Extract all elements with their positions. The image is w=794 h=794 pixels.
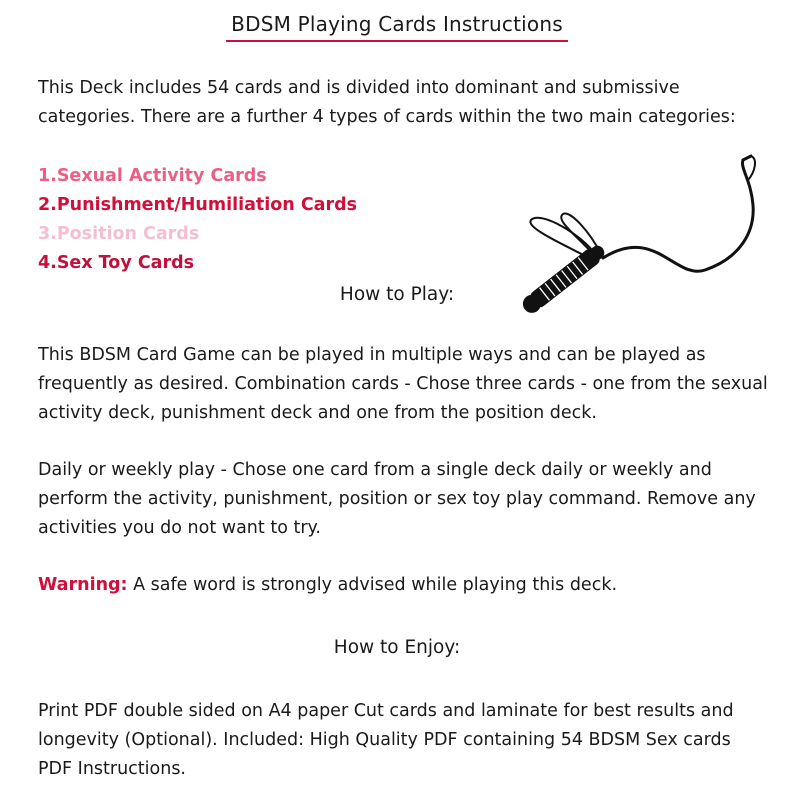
category-sex-toy: 4.Sex Toy Cards [38,253,195,273]
how-to-enjoy-heading: How to Enjoy: [333,637,461,658]
warning-label: Warning: [38,575,128,595]
how-to-enjoy-paragraph: Print PDF double sided on A4 paper Cut cards and laminate for best results and longevity (Optional). Included: High Quality PDF containing 54 BDSM Sex cards PDF Instructions. [38,701,734,779]
intro-paragraph: This Deck includes 54 cards and is divided into dominant and submissive categories. There are a further 4 types of cards within the two main categories: [38,78,736,127]
category-sexual-activity: 1.Sexual Activity Cards [38,166,267,186]
category-punishment: 2.Punishment/Humiliation Cards [38,195,358,215]
warning-line [38,571,768,600]
page-title: BDSM Playing Cards Instructions [231,12,563,36]
warning-text: A safe word is strongly advised while playing this deck. [127,575,618,595]
how-to-play-paragraph-2: Daily or weekly play - Chose one card from a single deck daily or weekly and perform the activity, punishment, position or sex toy play command. Remove any activities you do not want to try. [38,460,756,538]
category-position: 3.Position Cards [38,224,200,244]
how-to-play-heading: How to Play: [339,284,455,305]
title-underline [226,40,568,42]
how-to-play-paragraph-1: This BDSM Card Game can be played in multiple ways and can be played as frequently as desired. Combination cards - Chose three cards - one from the sexual activity deck, punishment deck and one from the position deck. [38,345,768,423]
